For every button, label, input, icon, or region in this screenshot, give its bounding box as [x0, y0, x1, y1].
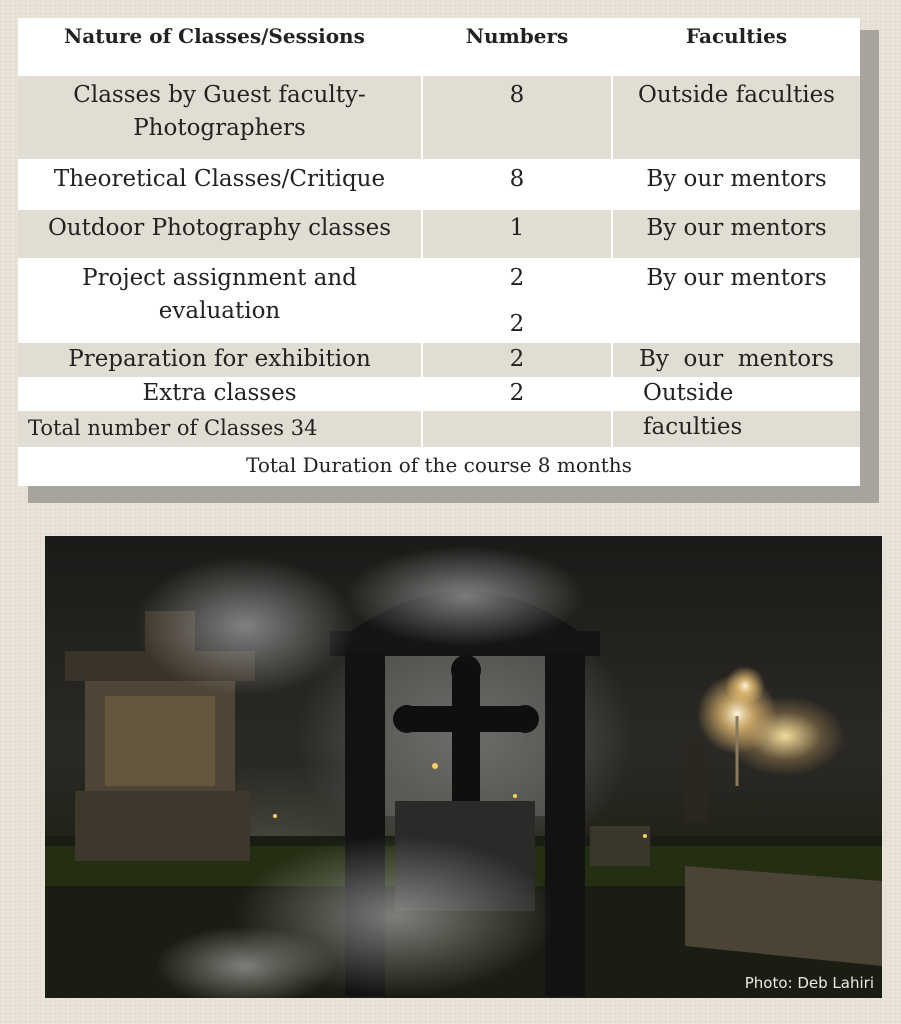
- cell-number: 8: [422, 159, 612, 210]
- table-row: [18, 210, 860, 258]
- cell-number: [422, 258, 612, 343]
- cell-nature: Theoretical Classes/Critique: [18, 159, 422, 210]
- cell-total: Total number of Classes 34: [18, 411, 422, 447]
- cell-nature: Extra classes: [18, 377, 422, 411]
- cell-number: 2: [422, 377, 612, 411]
- course-table: [18, 18, 860, 486]
- photo-credit: Photo: Deb Lahiri: [744, 974, 874, 992]
- cell-nature: Preparation for exhibition: [18, 343, 422, 377]
- cell-number-line2: 2: [509, 311, 525, 337]
- table-row: [18, 411, 860, 447]
- cell-faculty: By our mentors: [612, 210, 860, 258]
- table-footer-row: [18, 447, 860, 497]
- header-numbers: Numbers: [422, 18, 612, 76]
- header-faculties: Faculties: [685, 24, 788, 48]
- header-nature: Nature of Classes/Sessions: [18, 18, 422, 76]
- cell-number: [422, 411, 612, 447]
- table-row: [18, 76, 860, 159]
- table-row: [18, 343, 860, 377]
- cell-number: 8: [422, 76, 612, 159]
- cell-number: 2: [422, 343, 612, 377]
- cell-nature: Project assignment and evaluation: [18, 258, 422, 343]
- cell-faculty: By our mentors: [612, 343, 860, 377]
- photo-illustration: [45, 536, 882, 998]
- cell-number: 1: [422, 210, 612, 258]
- cell-faculty: faculties: [612, 411, 860, 447]
- cell-faculty: By our mentors: [646, 265, 827, 291]
- table-row: [18, 258, 860, 343]
- cell-faculty: Outside: [643, 380, 734, 406]
- table-header-row: [18, 18, 860, 76]
- cell-number-line1: 2: [509, 265, 525, 291]
- table-row: [18, 377, 860, 411]
- cell-faculty: Outside faculties: [612, 76, 860, 159]
- cell-nature: Classes by Guest faculty-Photographers: [18, 76, 422, 159]
- cell-nature: Outdoor Photography classes: [18, 210, 422, 258]
- cemetery-photo: [45, 536, 882, 998]
- course-duration: Total Duration of the course 8 months: [246, 453, 632, 477]
- cell-faculty: By our mentors: [646, 166, 827, 192]
- table-row: [18, 159, 860, 210]
